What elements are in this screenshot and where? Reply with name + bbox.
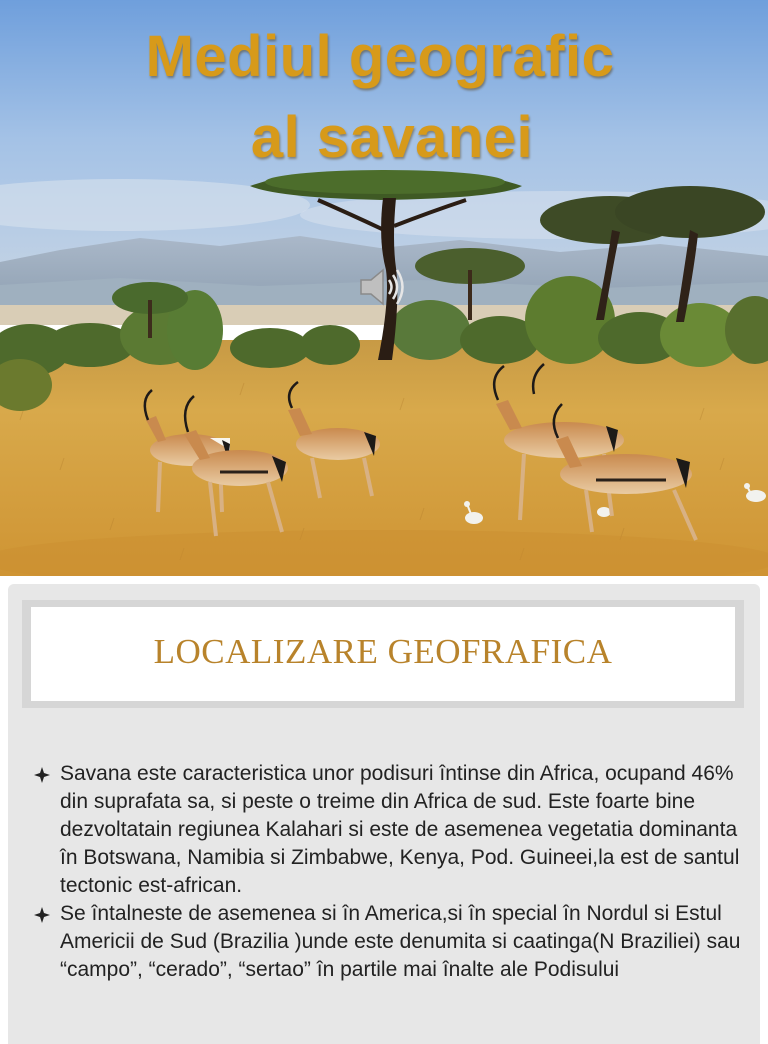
heading-panel [31, 607, 735, 701]
localization-slide [8, 584, 760, 1044]
bullet-list [32, 760, 748, 984]
speaker-icon[interactable] [357, 264, 407, 310]
list-item [32, 900, 748, 984]
slide-gap [0, 576, 768, 584]
slide-title-line-1: Mediul geografic [145, 24, 615, 89]
heading-frame [22, 600, 744, 708]
bullet-text: Se întalneste de asemenea si în America,si în special în Nordul si Estul Americii de Sud (Brazilia )unde este denumita si caatinga(N Braziliei) sau “campo”, “cerado”, “sertao” în partile mai înalte ale Podisului [60, 902, 741, 981]
diamond-bullet-icon [32, 760, 54, 788]
list-item [32, 760, 748, 900]
slide-title-line-2: al savanei [250, 105, 534, 170]
diamond-bullet-icon [32, 900, 54, 928]
slide-heading: LOCALIZARE GEOFRAFICA [153, 632, 613, 671]
bullet-text: Savana este caracteristica unor podisuri întinse din Africa, ocupand 46% din suprafata sa, si peste o treime din Africa de sud. Este foarte bine dezvoltatain regiunea Kalahari si este de asemenea vegetatia dominanta în Botswana, Namibia si Zimbabwe, Kenya, Pod. Guineei,la est de santul tectonic est-african. [60, 762, 740, 897]
